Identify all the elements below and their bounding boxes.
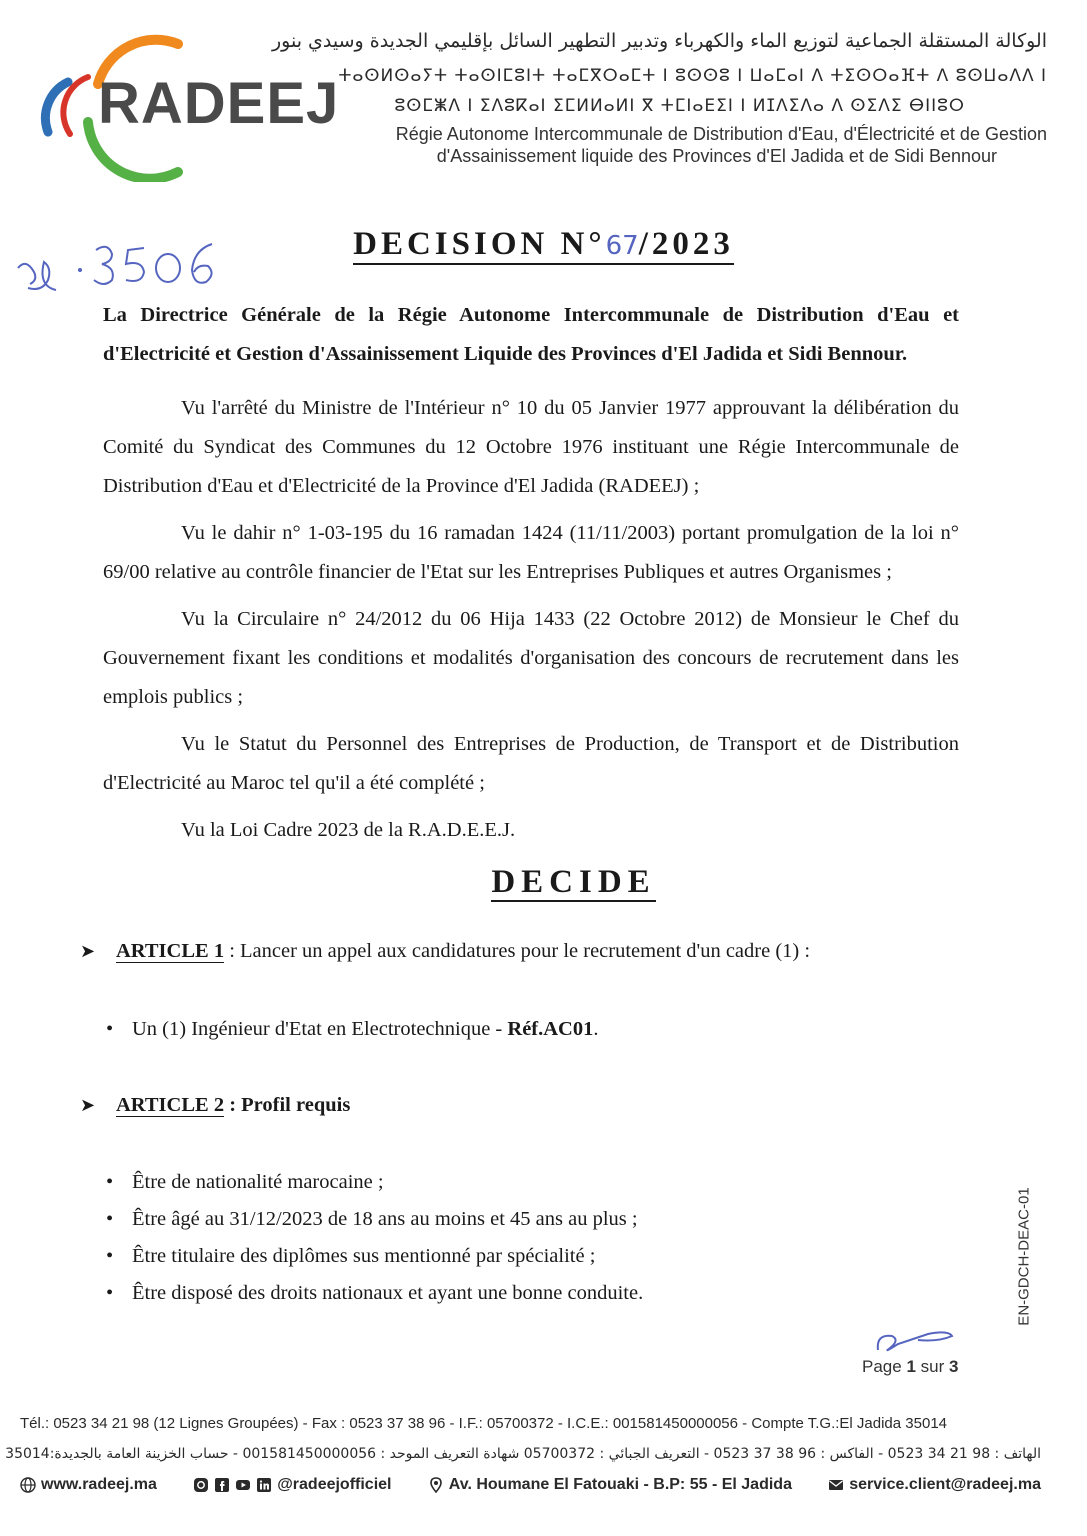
profile-item-4: Être disposé des droits nationaux et ayant une bonne conduite. xyxy=(132,1282,644,1304)
profile-item-3: Être titulaire des diplômes sus mentionné par spécialité ; xyxy=(132,1245,596,1267)
list-item xyxy=(106,1171,384,1194)
page-current: 1 xyxy=(906,1357,916,1376)
article-2-text: : Profil requis xyxy=(224,1094,351,1116)
footer-links xyxy=(20,1476,1041,1494)
header-french-line-2: d'Assainissement liquide des Provinces d'El Jadida et de Sidi Bennour xyxy=(436,146,997,166)
article-2 xyxy=(80,1094,350,1117)
decision-title xyxy=(0,226,1087,263)
list-item xyxy=(106,1208,638,1231)
location-pin-icon xyxy=(428,1477,444,1493)
profile-item-1: Être de nationalité marocaine ; xyxy=(132,1171,384,1193)
decide-heading xyxy=(0,864,1087,901)
consideration-4: Vu le Statut du Personnel des Entreprises de Production, de Transport et de Distribution d'Electricité au Maroc tel qu'il a été complété ; xyxy=(103,733,959,794)
globe-icon xyxy=(20,1477,36,1493)
website-link[interactable]: www.radeej.ma xyxy=(41,1476,157,1493)
page-prefix: Page xyxy=(862,1357,907,1376)
article-1-item-text: Un (1) Ingénieur d'Etat en Electrotechnique - xyxy=(132,1018,508,1040)
social-handle[interactable]: @radeejofficiel xyxy=(277,1476,392,1493)
page-total: 3 xyxy=(948,1357,959,1376)
header-tifinagh-line-1: ⵜⴰⵙⵍⵙⴰⵢⵜ ⵜⴰⵙⵏⵎⵓⵏⵜ ⵜⴰⵎⴳⵔⴰⵎⵜ ⵏ ⵓⵙⵙⵓ ⵏ ⵡⴰⵎⴰⵏ ⴷ ⵜⵉⵙⵔⴰⴼⵜ ⴷ ⵓⵙⵡⴰⴷⴷ ⵏ xyxy=(338,66,1047,86)
consideration-5: Vu la Loi Cadre 2023 de la R.A.D.E.E.J. xyxy=(181,819,516,841)
article-2-label: ARTICLE 2 xyxy=(116,1094,225,1116)
article-1-text: : Lancer un appel aux candidatures pour le recrutement d'un cadre (1) : xyxy=(224,940,811,962)
article-1-item-end: . xyxy=(593,1018,599,1040)
page-mid: sur xyxy=(915,1357,949,1376)
header-tifinagh-line-2: ⵓⵙⵎⵥⴷ ⵏ ⵉⴷⵓⴽⴰⵏ ⵉⵎⵍⵍⴰⵍⵏ ⴳ ⵜⵎⵏⴰⴹⵉⵏ ⵏ ⵍⵊⴷⵉⴷⴰ ⴷ ⵙⵉⴷⵉ ⴱⵏⵏⵓⵔ xyxy=(394,96,965,116)
list-item xyxy=(106,1245,595,1268)
document-code-text: EN-GDCH-DEAC-01 xyxy=(1015,1187,1033,1326)
youtube-icon[interactable] xyxy=(235,1477,251,1493)
header-french-line-1: Régie Autonome Intercommunale de Distribution d'Eau, d'Électricité et de Gestion xyxy=(395,124,1047,144)
page-number xyxy=(862,1357,958,1377)
title-prefix: DECISION N° xyxy=(353,226,606,262)
consideration-3: Vu la Circulaire n° 24/2012 du 06 Hija 1433 (22 Octobre 2012) de Monsieur le Chef du Gouvernement fixant les conditions et modalités d'organisation des concours de recrutement dans les emplois publics ; xyxy=(103,608,959,708)
address-text: Av. Houmane El Fatouaki - B.P: 55 - El Jadida xyxy=(448,1476,792,1493)
header-arabic-title: الوكالة المستقلة الجماعية لتوزيع الماء والكهرباء وتدبير التطهير السائل بإقليمي الجديدة وسيدي بنور xyxy=(271,30,1047,52)
article-1 xyxy=(80,940,810,963)
arrow-bullet-icon: ➤ xyxy=(80,941,96,962)
email-link[interactable]: service.client@radeej.ma xyxy=(849,1476,1041,1493)
intro-paragraph: La Directrice Générale de la Régie Autonome Intercommunale de Distribution d'Eau et d'Electricité et Gestion d'Assainissement Liquide des Provinces d'El Jadida et Sidi Bennour. xyxy=(103,304,959,365)
consideration-2: Vu le dahir n° 1-03-195 du 16 ramadan 1424 (11/11/2003) portant promulgation de la loi n° 69/00 relative au contrôle financier de l'Etat sur les Entreprises Publiques et autres Organismes ; xyxy=(103,522,959,583)
article-1-item-ref: Réf.AC01 xyxy=(507,1018,594,1040)
linkedin-icon[interactable] xyxy=(256,1477,272,1493)
article-1-label: ARTICLE 1 xyxy=(116,940,225,962)
facebook-icon[interactable] xyxy=(214,1477,230,1493)
consideration-1: Vu l'arrêté du Ministre de l'Intérieur n° 10 du 05 Janvier 1977 approuvant la délibération du Comité du Syndicat des Communes du 12 Octobre 1976 instituant une Régie Intercommunale de Distribution d'Eau et d'Electricité de la Province d'El Jadida (RADEEJ) ; xyxy=(103,397,959,497)
arrow-bullet-icon: ➤ xyxy=(80,1095,96,1116)
profile-item-2: Être âgé au 31/12/2023 de 18 ans au moins et 45 ans au plus ; xyxy=(132,1208,638,1230)
instagram-icon[interactable] xyxy=(193,1477,209,1493)
footer-contact-french: Tél.: 0523 34 21 98 (12 Lignes Groupées) - Fax : 0523 37 38 96 - I.F.: 05700372 - I.C.E.: 001581450000056 - Compte T.G.:El Jadida 35014 xyxy=(20,1415,947,1432)
initials-signature xyxy=(868,1328,958,1358)
title-suffix: /2023 xyxy=(638,226,734,262)
footer-contact-arabic: الهاتف : 98 21 34 0523 - الفاكس : 96 38 37 0523 - التعريف الجبائي : 05700372 شهادة التعريف الموحد : 001581450000056 - حساب الخزينة العامة بالجديدة:35014 xyxy=(5,1446,1041,1462)
list-item xyxy=(106,1018,598,1041)
logo-text: RADEEJ xyxy=(98,71,340,136)
decide-heading-text: DECIDE xyxy=(491,864,656,900)
email-icon xyxy=(828,1477,844,1493)
document-code xyxy=(1004,1180,1044,1340)
list-item xyxy=(106,1282,643,1305)
title-number: 67 xyxy=(605,231,639,261)
